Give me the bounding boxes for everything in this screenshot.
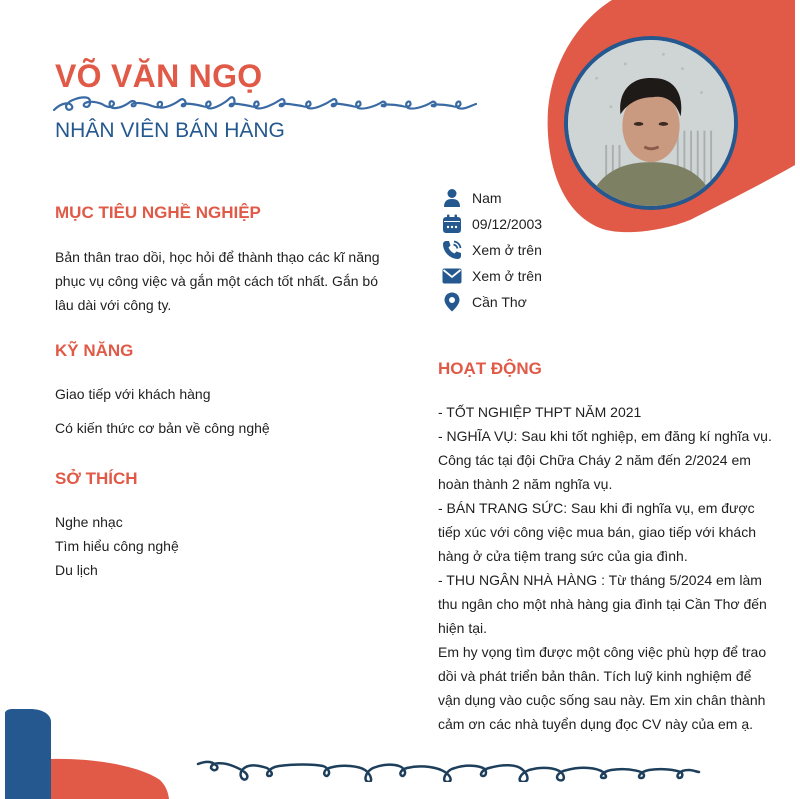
birthdate-value: 09/12/2003 [472,216,543,232]
phone-icon [442,240,462,260]
skill-item: Có kiến thức cơ bản về công nghệ [55,420,270,436]
activities-text [438,400,778,736]
calendar-icon [442,214,462,234]
contact-phone [442,239,542,261]
hobby-item: Tìm hiểu công nghệ [55,538,179,554]
activity-line: hoàn thành 2 năm nghĩa vụ. [438,476,613,492]
location-value: Cần Thơ [472,294,527,310]
person-icon [442,188,462,208]
contact-email [442,265,542,287]
activity-line: Em hy vọng tìm được một công việc phù hợp để trao [438,644,767,660]
objective-line: lâu dài với công ty. [55,297,172,313]
activity-line: Công tác tại đội Chữa Cháy 2 năm đến 2/2024 em [438,452,751,468]
activity-line: hiện tại. [438,620,488,636]
location-pin-icon [442,292,462,312]
hobbies-heading: SỞ THÍCH [55,469,138,488]
hobby-item: Nghe nhạc [55,514,123,530]
skills-heading: KỸ NĂNG [55,341,134,360]
decorative-corner-shapes [0,700,180,799]
activity-line: hàng ở cửa tiệm trang sức của gia đình. [438,548,688,564]
activity-line: - TỐT NGHIỆP THPT NĂM 2021 [438,404,642,420]
activity-line: - NGHĨA VỤ: Sau khi tốt nghiệp, em đăng kí nghĩa vụ. [438,428,772,444]
gender-value: Nam [472,190,502,206]
activity-line: - THU NGÂN NHÀ HÀNG : Từ tháng 5/2024 em làm [438,572,762,588]
decorative-wavy-line [52,92,477,116]
portrait-illustration [568,40,734,206]
activity-line: - BÁN TRANG SỨC: Sau khi đi nghĩa vụ, em được [438,500,755,516]
activity-line: cảm ơn các nhà tuyển dụng đọc CV này của em ạ. [438,716,754,732]
email-icon [442,266,462,286]
decorative-wavy-line-bottom [193,748,701,782]
phone-value: Xem ở trên [472,242,542,258]
activities-heading: HOẠT ĐỘNG [438,359,542,378]
email-value: Xem ở trên [472,268,542,284]
objective-line: phục vụ công việc và gắn một cách tốt nhất. Gắn bó [55,273,378,289]
objective-line: Bản thân trao dồi, học hỏi để thành thạo các kĩ năng [55,249,380,265]
hobby-item: Du lịch [55,562,98,578]
objective-heading: MỤC TIÊU NGHỀ NGHIỆP [55,203,261,222]
contact-birthdate [442,213,542,235]
activity-line: vận dụng vào cuộc sống sau này. Em xin chân thành [438,692,766,708]
activity-line: dồi và phát triển bản thân. Tích luỹ kinh nghiệm để [438,668,752,684]
job-title: NHÂN VIÊN BÁN HÀNG [55,119,285,142]
profile-photo [564,36,738,210]
objective-text [55,245,405,317]
contact-gender [442,187,502,209]
contact-location [442,291,527,313]
candidate-name: VÕ VĂN NGỌ [55,58,263,94]
activity-line: tiếp xúc với công việc mua bán, giao tiếp với khách [438,524,756,540]
activity-line: thu ngân cho một nhà hàng gia đình tại Cần Thơ đến [438,596,767,612]
skill-item: Giao tiếp với khách hàng [55,386,211,402]
